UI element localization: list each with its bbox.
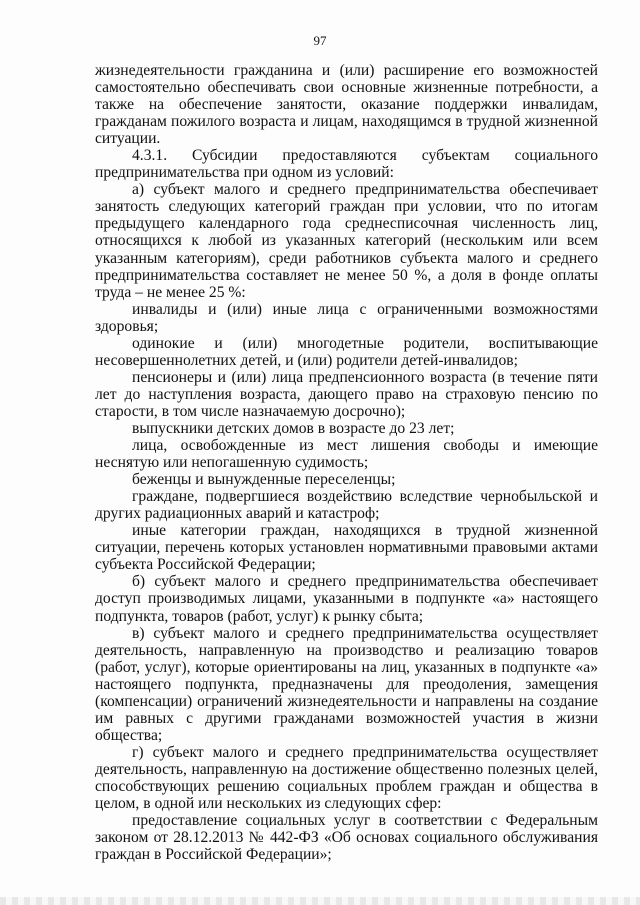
list-item-single-parents: одинокие и (или) многодетные родители, воспитывающие несовершеннолетних детей, и (или) родители детей-инвалидов; [95, 334, 598, 369]
list-item-pensioners: пенсионеры и (или) лица предпенсионного возраста (в течение пяти лет до наступления возраста, дающего право на страховую пенсию по старости, в том числе назначаемую досрочно); [95, 368, 598, 420]
paragraph-condition-g: г) субъект малого и среднего предпринимательства осуществляет деятельность, направленную на достижение общественно полезных целей, способствующих решению социальных проблем граждан и общества в целом, в одной или нескольких из следующих сфер: [95, 743, 598, 813]
paragraph-condition-b: б) субъект малого и среднего предпринимательства обеспечивает доступ производимых лицами, указанными в подпункте «а» настоящего подпункта, товаров (работ, услуг) к рынку сбыта; [95, 573, 598, 625]
list-item-other-categories: иные категории граждан, находящихся в трудной жизненной ситуации, перечень которых установлен нормативными правовыми актами субъекта Российской Федерации; [95, 522, 598, 574]
document-body [95, 62, 598, 863]
scan-edge-artifact [0, 897, 640, 905]
list-item-chernobyl: граждане, подвергшиеся воздействию вследствие чернобыльской и других радиационных аварий и катастроф; [95, 488, 598, 523]
page-number: 97 [313, 33, 327, 48]
paragraph-condition-v: в) субъект малого и среднего предпринимательства осуществляет деятельность, направленную на производство и реализацию товаров (работ, услуг), которые ориентированы на лиц, указанных в подпункте «а» настоящего подпункта, предназначены для преодоления, замещения (компенсации) ограничений жизнедеятельности и направлены на создание им равных с другими гражданами возможностей участия в жизни общества; [95, 624, 598, 744]
paragraph-condition-a: а) субъект малого и среднего предпринимательства обеспечивает занятость следующих категорий граждан при условии, что по итогам предыдущего календарного года среднесписочная численность лиц, относящихся к любой из указанных категорий (нескольким или всем указанным категориям), среди работников субъекта малого и среднего предпринимательства составляет не менее 50 %, а доля в фонде оплаты труда – не менее 25 %: [95, 181, 598, 301]
list-item-disabled: инвалиды и (или) иные лица с ограниченными возможностями здоровья; [95, 300, 598, 335]
list-item-orphanage-graduates: выпускники детских домов в возрасте до 23 лет; [132, 419, 455, 437]
paragraph-continuation: жизнедеятельности гражданина и (или) расширение его возможностей самостоятельно обеспечивать свои основные жизненные потребности, а также на обеспечение занятости, оказание поддержки инвалидам, гражданам пожилого возраста и лицам, находящимся в трудной жизненной ситуации. [95, 62, 598, 148]
list-item-social-services: предоставление социальных услуг в соответствии с Федеральным законом от 28.12.2013 № 442-ФЗ «Об основах социального обслуживания граждан в Российской Федерации»; [95, 812, 598, 864]
list-item-refugees: беженцы и вынужденные переселенцы; [132, 471, 396, 489]
list-item-released-prisoners: лица, освобожденные из мест лишения свободы и имеющие неснятую или непогашенную судимость; [95, 437, 598, 472]
paragraph-4-3-1: 4.3.1. Субсидии предоставляются субъектам социального предпринимательства при одном из условий: [95, 147, 598, 182]
